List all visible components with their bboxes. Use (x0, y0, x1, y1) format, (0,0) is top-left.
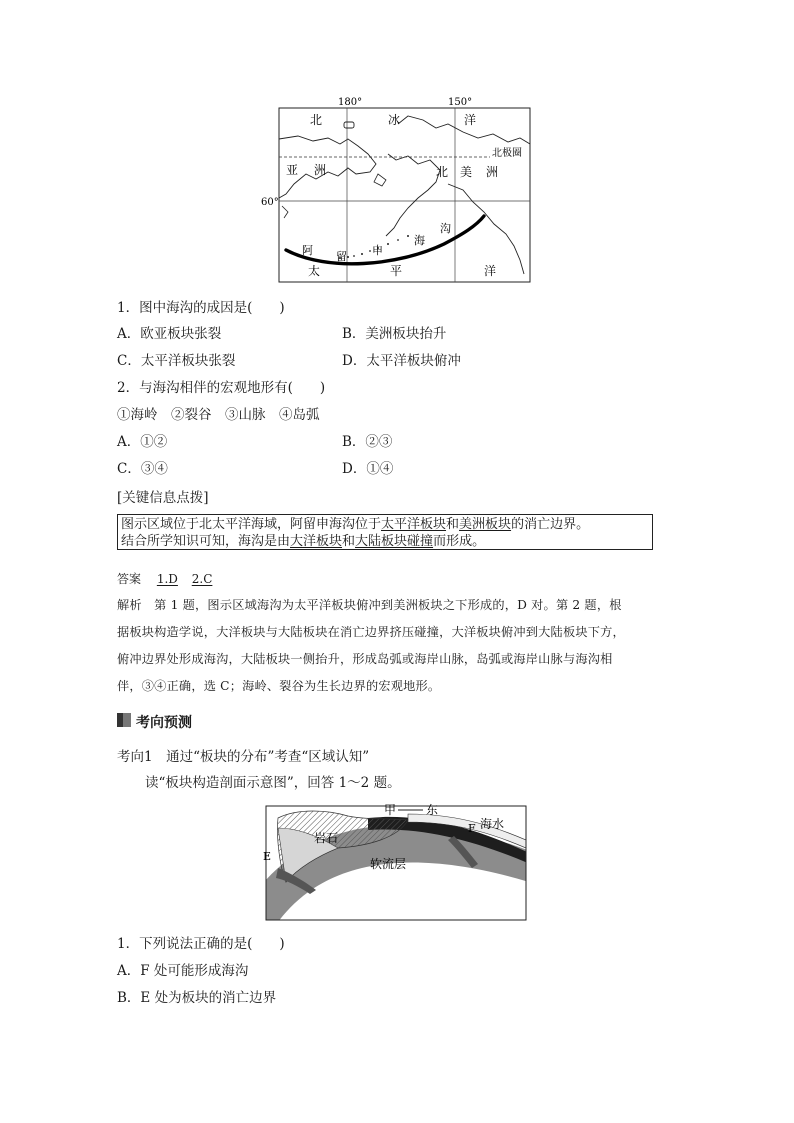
question-2-stem: 2．与海沟相伴的宏观地形有( ) (117, 380, 326, 396)
key-info-line-2: 结合所学知识可知，海沟是由大洋板块和大陆板块碰撞而形成。 (121, 534, 486, 549)
question-1-stem: 1．图中海沟的成因是( ) (117, 300, 285, 316)
plate-section-diagram (258, 798, 530, 922)
question-1-option-a: A．欧亚板块张裂 (117, 326, 222, 342)
key-info-line-1: 图示区域位于北太平洋海域，阿留申海沟位于太平洋板块和美洲板块的消亡边界。 (121, 517, 590, 532)
label-yanshi: 岩石 (314, 831, 339, 845)
map-label-bei: 北 (310, 113, 323, 127)
question-2-option-d: D．①④ (342, 461, 394, 477)
key-info-box (117, 514, 653, 550)
question-1-option-c: C．太平洋板块张裂 (117, 353, 236, 369)
section-marker-accent (123, 713, 131, 727)
aleutian-map (258, 94, 538, 286)
analysis-line-1: 第 1 题，图示区域海沟为太平洋板块俯冲到美洲板块之下形成的，D 对。第 2 题，根 (154, 598, 622, 612)
map-label-yang-top: 洋 (464, 113, 477, 127)
label-e: E (263, 850, 272, 863)
practice-1-option-a: A．F 处可能形成海沟 (117, 963, 249, 979)
label-dong: 东 (426, 803, 439, 817)
analysis-line-3: 俯冲边界处形成海沟，大陆板块一侧抬升，形成岛弧或海岸山脉，岛弧或海岸山脉与海沟相 (117, 652, 613, 666)
question-2-items: ①海岭 ②裂谷 ③山脉 ④岛弧 (117, 407, 320, 423)
map-label-yang-bottom: 洋 (484, 264, 497, 278)
label-ruanliuceng: 软流层 (370, 857, 407, 871)
analysis-block (117, 592, 677, 700)
question-1-option-d: D．太平洋板块俯冲 (342, 353, 461, 369)
practice-1-stem: 1．下列说法正确的是( ) (117, 936, 285, 952)
map-label-shen: 申 (372, 244, 383, 257)
answer-1: 1.D (156, 572, 178, 586)
answer-line (117, 571, 212, 587)
lat-60-label: 60° (261, 197, 279, 208)
map-label-a: 阿 (302, 244, 313, 257)
lon-150-label: 150° (448, 97, 473, 108)
key-info-heading: [关键信息点拨] (117, 490, 209, 506)
map-label-gou: 沟 (440, 222, 451, 235)
kaoxiang-line: 考向1 通过“板块的分布”考查“区域认知” (117, 749, 370, 765)
map-label-mei: 美 (460, 165, 473, 179)
question-2-option-b: B．②③ (342, 434, 393, 450)
analysis-label: 解析 (117, 598, 142, 612)
answer-label: 答案 (117, 572, 142, 586)
map-label-hai: 海 (414, 234, 425, 247)
section-title: 考向预测 (136, 715, 192, 731)
map-label-bei2: 北 (436, 165, 449, 179)
lon-180-label: 180° (338, 97, 363, 108)
label-jia: 甲 (384, 803, 397, 817)
map-label-tai: 太 (308, 264, 321, 278)
question-1-option-b: B．美洲板块抬升 (342, 326, 447, 342)
practice-1-option-b: B．E 处为板块的消亡边界 (117, 990, 277, 1006)
map-label-zhou2: 洲 (486, 165, 499, 179)
map-label-ping: 平 (390, 264, 403, 278)
label-f: F (468, 822, 476, 835)
map-label-ya: 亚 (286, 163, 299, 177)
label-haishui: 海水 (480, 817, 505, 831)
read-instruction: 读“板块构造剖面示意图”，回答 1～2 题。 (145, 775, 401, 791)
answer-2: 2.C (191, 572, 213, 586)
analysis-line-4: 伴，③④正确，选 C；海岭、裂谷为生长边界的宏观地形。 (117, 679, 441, 693)
map-label-zhou1: 洲 (314, 163, 327, 177)
analysis-line-2: 据板块构造学说，大洋板块与大陆板块在消亡边界挤压碰撞，大洋板块俯冲到大陆板块下方， (117, 625, 625, 639)
question-2-option-a: A．①② (117, 434, 168, 450)
arctic-circle-label: 北极圈 (492, 148, 522, 159)
question-2-option-c: C．③④ (117, 461, 168, 477)
map-label-liu: 留 (336, 250, 347, 263)
map-label-bing: 冰 (388, 113, 401, 127)
